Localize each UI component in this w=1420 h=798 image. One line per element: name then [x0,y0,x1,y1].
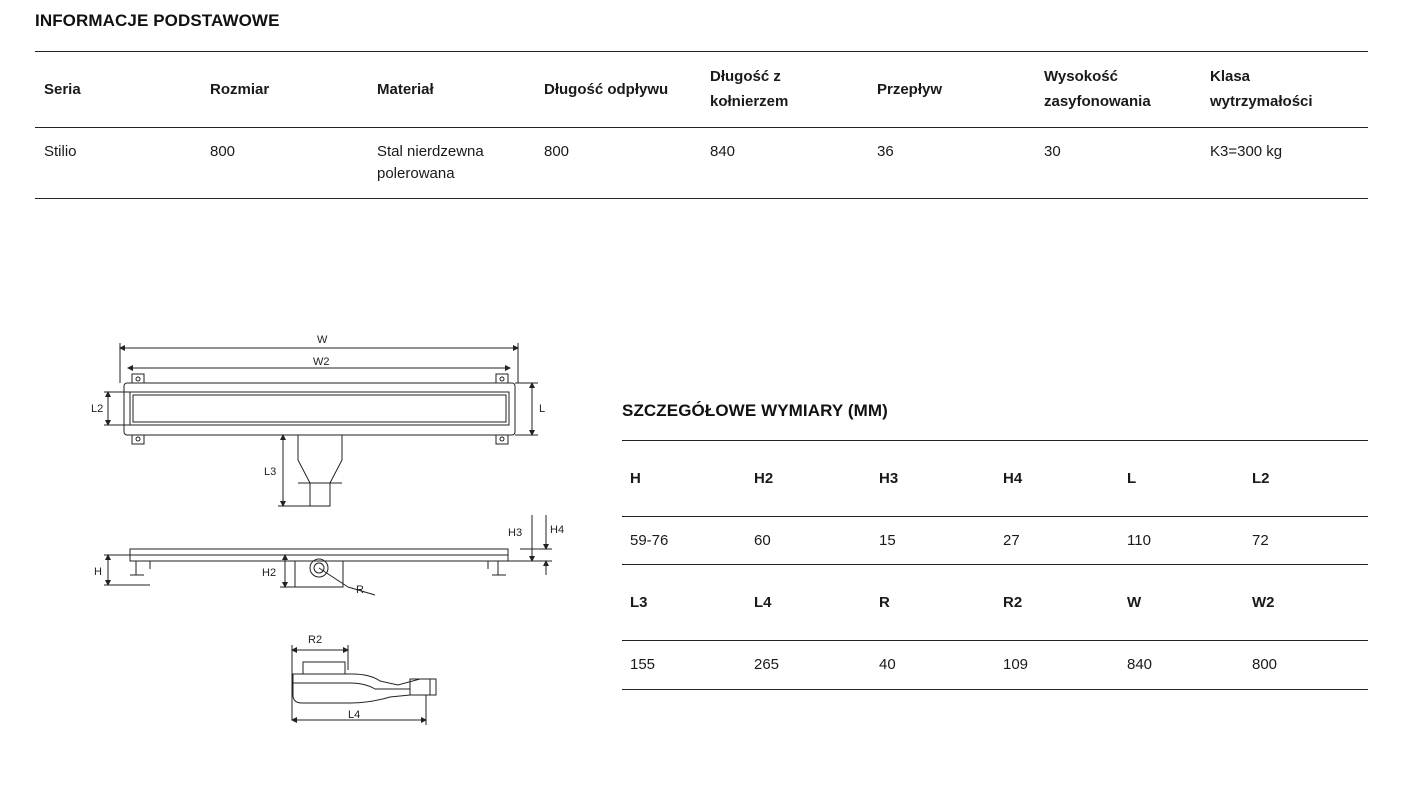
dims-cell: H2 [754,469,774,487]
value-wysokosc-zasyfonowania: 30 [1044,143,1061,160]
header-klasa-wytrzymalosci [1210,66,1313,113]
dims-cell: L3 [630,593,648,611]
dims-value-row-1 [622,517,1368,565]
header-dlugosc-odplywu: Długość odpływu [544,81,669,98]
dims-cell: 40 [879,656,896,673]
dims-cell: 840 [1127,656,1153,673]
dims-cell: L2 [1252,469,1270,487]
dims-cell: 110 [1127,531,1151,549]
label-h2: H2 [262,567,277,579]
dims-cell: 59-76 [630,531,669,549]
header-dlugosc-z-kolnierzem [710,66,788,113]
label-w2: W2 [313,356,330,368]
dims-cell: L4 [754,593,772,611]
basic-info-value-row [35,128,1368,199]
dimensions-title: SZCZEGÓŁOWE WYMIARY (MM) [622,401,888,420]
value-dlugosc-z-kolnierzem: 840 [710,143,736,160]
siphon-view [292,645,436,725]
header-rozmiar: Rozmiar [210,81,270,98]
dims-cell: 27 [1003,531,1020,549]
dims-cell: 60 [754,531,771,549]
value-klasa-wytrzymalosci: K3=300 kg [1210,143,1283,160]
value-seria: Stilio [44,143,77,160]
header-seria: Seria [44,81,81,98]
dims-cell: 265 [754,656,780,673]
side-view [104,515,552,595]
dims-cell: H3 [879,469,899,487]
value-material-line1: Stal nierdzewna [377,143,484,160]
label-r2: R2 [308,634,323,646]
basic-info-header-row [35,51,1368,128]
header-klasa-line2: wytrzymałości [1210,93,1313,110]
header-klasa-line1: Klasa [1210,68,1251,85]
label-w: W [317,334,328,346]
dims-cell: W [1127,593,1142,611]
dimensions-table [622,440,1368,690]
label-l4: L4 [348,709,361,721]
basic-info-table [35,51,1368,199]
dims-cell: 72 [1252,531,1269,549]
dims-cell: 15 [879,531,896,549]
value-rozmiar: 800 [210,143,236,160]
dims-cell: 800 [1252,656,1278,673]
dims-header-row-2 [622,565,1368,641]
dims-cell: H [630,469,641,487]
label-h4: H4 [550,524,565,536]
header-material: Materiał [377,81,434,98]
header-dlugosc-z-kolnierzem-line2: kołnierzem [710,93,789,110]
label-r: R [356,584,364,596]
dims-cell: H4 [1003,469,1023,487]
value-dlugosc-odplywu: 800 [544,143,570,160]
label-l: L [539,403,546,415]
value-material [377,141,484,185]
header-wysokosc-line1: Wysokość [1044,68,1118,85]
label-h: H [94,566,102,578]
dims-cell: 109 [1003,656,1029,673]
dims-header-row-1 [622,440,1368,517]
dims-cell: L [1127,469,1137,487]
header-wysokosc-line2: zasyfonowania [1044,93,1151,110]
dims-cell: 155 [630,656,656,673]
basic-info-title: INFORMACJE PODSTAWOWE [35,11,280,30]
value-material-line2: polerowana [377,165,455,182]
header-przeplyw: Przepływ [877,81,943,98]
technical-drawing [80,325,580,735]
dims-cell: W2 [1252,593,1275,611]
header-dlugosc-z-kolnierzem-line1: Długość z [710,68,781,85]
dims-cell: R2 [1003,593,1023,611]
label-l2: L2 [91,403,104,415]
label-h3: H3 [508,527,523,539]
dims-cell: R [879,593,890,611]
dims-value-row-2 [622,641,1368,690]
label-l3: L3 [264,466,277,478]
value-przeplyw: 36 [877,143,894,160]
header-wysokosc-zasyfonowania [1044,66,1151,113]
